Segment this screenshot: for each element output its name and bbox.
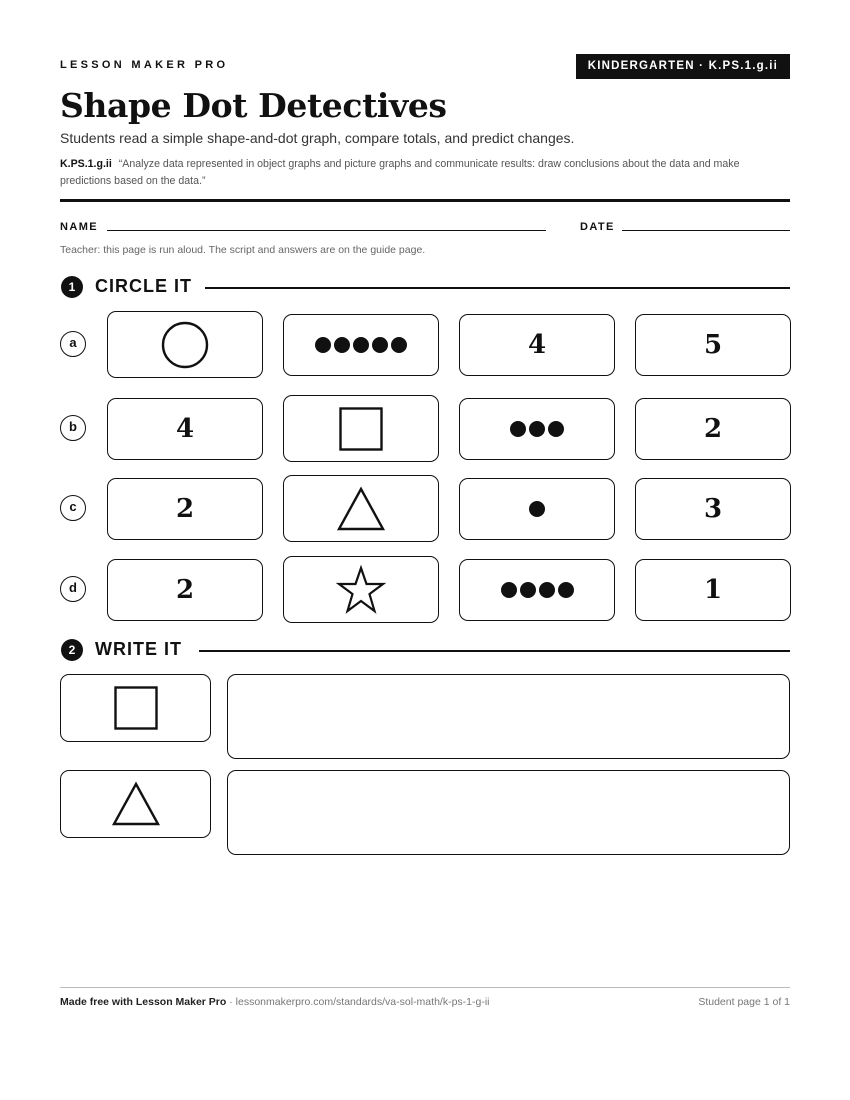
dot-group [510,421,564,437]
write-answer-box[interactable] [227,770,790,855]
dot [529,501,545,517]
section-1-rule [205,287,790,289]
section-2-rule [199,650,790,652]
footer-page-number: Student page 1 of 1 [698,996,790,1008]
choice-number: 2 [175,494,195,524]
date-line[interactable] [622,230,790,231]
choice-number: 5 [703,330,723,360]
footer-made-with: Made free with Lesson Maker Pro [60,996,227,1008]
dot-group [501,582,574,598]
circle-icon [160,320,210,370]
dot [372,337,388,353]
answer-choice-card[interactable] [459,398,615,460]
dot [353,337,369,353]
footer-credit [60,996,490,1008]
choice-number: 1 [703,575,723,605]
triangle-icon [336,486,386,532]
answer-choice-card[interactable] [283,395,439,462]
section-2-title: WRITE IT [95,639,182,659]
standard-text: “Analyze data represented in object graphs and picture graphs and communicate results: draw conclusions about the data and make predictions based on the data.” [60,158,740,187]
star-icon [335,565,387,615]
answer-choice-card[interactable] [107,311,263,378]
answer-choice-card[interactable] [459,478,615,540]
write-answer-box[interactable] [227,674,790,759]
dot-group [315,337,407,353]
answer-choice-card[interactable] [459,559,615,621]
date-label: DATE [580,221,615,233]
section-1-number: 1 [61,276,83,298]
section-2-number: 2 [61,639,83,661]
teacher-note: Teacher: this page is run aloud. The script and answers are on the guide page. [60,244,426,256]
choice-number: 2 [703,414,723,444]
name-line[interactable] [107,230,546,231]
square-icon [113,685,159,731]
dot [391,337,407,353]
answer-choice-card[interactable] [107,478,263,540]
dot [334,337,350,353]
row-letter-c: c [60,495,86,521]
name-label: NAME [60,221,98,233]
footer-divider [60,987,790,988]
row-letter-d: d [60,576,86,602]
choice-number: 3 [703,494,723,524]
dot-group [529,501,545,517]
answer-choice-card[interactable] [635,478,791,540]
row-letter-a: a [60,331,86,357]
dot [539,582,555,598]
standard-description [60,156,780,189]
answer-choice-card[interactable] [107,398,263,460]
page-title: Shape Dot Detectives [60,86,447,125]
brand-label: LESSON MAKER PRO [60,59,229,71]
shape-card [60,770,211,838]
section-1-title: CIRCLE IT [95,276,192,296]
header-divider [60,199,790,202]
dot [315,337,331,353]
grade-standard-badge: KINDERGARTEN · K.PS.1.g.ii [576,54,790,79]
answer-choice-card[interactable] [283,475,439,542]
square-icon [338,406,384,452]
dot [548,421,564,437]
row-letter-b: b [60,415,86,441]
answer-choice-card[interactable] [283,314,439,376]
dot [529,421,545,437]
answer-choice-card[interactable] [635,559,791,621]
footer-url[interactable]: lessonmakerpro.com/standards/va-sol-math/k-ps-1-g-ii [235,996,490,1008]
triangle-icon [111,781,161,827]
choice-number: 2 [175,575,195,605]
standard-code: K.PS.1.g.ii [60,158,112,170]
footer-separator: · [229,996,236,1008]
dot [558,582,574,598]
answer-choice-card[interactable] [635,398,791,460]
dot [501,582,517,598]
answer-choice-card[interactable] [107,559,263,621]
answer-choice-card[interactable] [459,314,615,376]
dot [510,421,526,437]
choice-number: 4 [527,330,547,360]
page-subtitle: Students read a simple shape-and-dot graph, compare totals, and predict changes. [60,130,575,146]
choice-number: 4 [175,414,195,444]
shape-card [60,674,211,742]
answer-choice-card[interactable] [635,314,791,376]
answer-choice-card[interactable] [283,556,439,623]
dot [520,582,536,598]
